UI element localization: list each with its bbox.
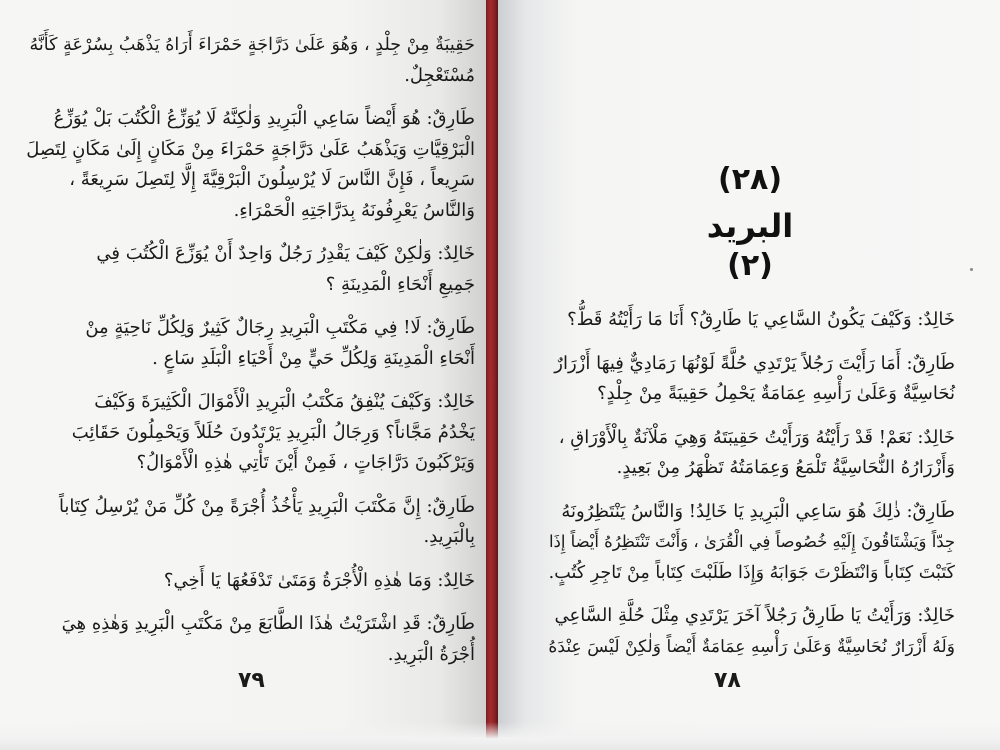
dialogue-paragraph	[540, 497, 955, 589]
text-line: خَالِدٌ: وَكَيْفَ يُنْفِقُ مَكْتَبُ الْبَرِيدِ الْأَمْوَالَ الْكَثِيرَةَ وَكَيْفَ	[94, 391, 475, 412]
text-line: جِدّاً وَيَشْتَاقُونَ إِلَيْهِ خُصُوصاً فِي الْقُرَىٰ ، وَأَنْتَ تَنْتَظِرُهُ أَيْضاً إِذَا	[548, 532, 955, 551]
text-line: وَأَزْرَارُهُ النُّحَاسِيَّةُ تَلْمَعُ وَعِمَامَتُهُ تَظْهَرُ مِنْ بَعِيدٍ.	[616, 457, 955, 478]
dialogue-paragraph	[540, 423, 955, 484]
text-line: حَقِيبَةٌ مِنْ جِلْدٍ ، وَهُوَ عَلَىٰ دَرَّاجَةٍ حَمْرَاءَ أَرَاهُ يَذْهَبُ بِسُرْعَةٍ كَأَنَّهُ	[29, 35, 475, 55]
text-line: طَارِقٌ: هُوَ أَيْضاً سَاعِي الْبَرِيدِ وَلٰكِنَّهُ لَا يُوَزِّعُ الْكُتُبَ بَلْ يُوَزِّعُ	[53, 108, 475, 129]
text-line: طَارِقٌ: ذٰلِكَ هُوَ سَاعِي الْبَرِيدِ يَا خَالِدُ! وَالنَّاسُ يَنْتَظِرُونَهُ	[561, 500, 955, 522]
text-line: أُجْرَةُ الْبَرِيدِ.	[387, 643, 475, 665]
text-line: طَارِقٌ: لَا! فِي مَكْتَبِ الْبَرِيدِ رِجَالٌ كَثِيرٌ وَلِكُلِّ نَاحِيَةٍ مِنْ	[85, 317, 475, 338]
text-line: نُحَاسِيَّةٌ وَعَلَىٰ رَأْسِهِ عِمَامَةٌ يَحْمِلُ حَقِيبَةً مِنْ جِلْدٍ؟	[597, 383, 955, 404]
text-line: كَتَبْتَ كِتَاباً وَانْتَظَرْتَ جَوَابَهُ وَإِذَا طَلَبْتَ كِتَاباً مِنْ تَاجِرِ كُتُبٍ.	[548, 562, 955, 583]
book-spine	[486, 0, 498, 750]
text-line: طَارِقٌ: إِنَّ مَكْتَبَ الْبَرِيدِ يَأْخُذُ أُجْرَةً مِنْ كُلِّ مَنْ يُرْسِلُ كِتَاباً	[58, 495, 475, 517]
text-line: وَلَهُ أَزْرَارٌ نُحَاسِيَّةٌ وَعَلَىٰ رَأْسِهِ عِمَامَةٌ أَيْضاً وَلٰكِنْ لَيْسَ عِنْدَهُ	[548, 636, 955, 657]
text-line: أَنْحَاءِ الْمَدِينَةِ وَلِكُلِّ حَيٍّ مِنْ أَحْيَاءِ الْبَلَدِ سَاعٍ .	[152, 347, 475, 369]
text-line: سَرِيعاً ، فَإِنَّ النَّاسَ لَا يُرْسِلُونَ الْبَرْقِيَّةَ إِلَّا لِتَصِلَ سَرِيعَةً ،	[69, 169, 475, 190]
dialogue-paragraph	[540, 349, 955, 410]
text-line: يَخْدُمُ مَجَّاناً؟ وَرِجَالُ الْبَرِيدِ يَرْتَدُونَ حُلَلاً وَيَحْمِلُونَ حَقَائِبَ	[71, 421, 475, 443]
dialogue-paragraph	[20, 30, 475, 91]
dialogue-paragraph	[20, 104, 475, 226]
dialogue-paragraph	[540, 601, 955, 662]
chapter-part: (٢)	[727, 248, 773, 283]
text-line: خَالِدٌ: وَرَأَيْتُ يَا طَارِقُ رَجُلاً آخَرَ يَرْتَدِي مِثْلَ حُلَّةِ السَّاعِي	[554, 605, 955, 626]
dialogue-paragraph	[20, 239, 475, 300]
text-line: مُسْتَعْجِلٌ.	[404, 64, 475, 86]
dialogue-paragraph	[540, 305, 955, 336]
text-line: طَارِقٌ: أَمَا رَأَيْتَ رَجُلاً يَرْتَدِي حُلَّةً لَوْنُهَا رَمَادِيٌّ فِيهَا أَزْرَارٌ	[554, 352, 955, 374]
page-number-left: ٧٩	[238, 668, 265, 693]
chapter-title: البريد	[706, 207, 794, 245]
text-line: خَالِدٌ: نَعَمْ! قَدْ رَأَيْتُهُ وَرَأَيْتُ حَقِيبَتَهُ وَهِيَ مَلْآنَةٌ بِالْأَوْرَاقِ ،	[558, 426, 955, 448]
text-line: الْبَرْقِيَّاتِ وَيَذْهَبُ عَلَىٰ دَرَّاجَةٍ حَمْرَاءَ مِنْ مَكَانٍ إِلَىٰ مَكَانٍ لِتَصِلَ	[26, 138, 475, 160]
dialogue-paragraph	[20, 313, 475, 374]
right-page-body	[540, 305, 955, 675]
text-line: بِالْبَرِيدِ.	[423, 526, 475, 547]
text-line: وَيَرْكَبُونَ دَرَّاجَاتٍ ، فَمِنْ أَيْنَ تَأْتِي هٰذِهِ الْأَمْوَالُ؟	[136, 452, 475, 473]
text-line: وَالنَّاسُ يَعْرِفُونَهُ بِدَرَّاجَتِهِ الْحَمْرَاءِ.	[233, 199, 475, 221]
text-line: طَارِقٌ: قَدِ اشْتَرَيْتُ هٰذَا الطَّابَعَ مِنْ مَكْتَبِ الْبَرِيدِ وَهٰذِهِ هِيَ	[61, 613, 475, 634]
text-line: جَمِيعِ أَنْحَاءِ الْمَدِينَةِ ؟	[325, 273, 475, 295]
chapter-number: (٢٨)	[717, 162, 783, 197]
text-line: خَالِدٌ: وَكَيْفَ يَكُونُ السَّاعِي يَا طَارِقُ؟ أَنَا مَا رَأَيْتُهُ قَطُّ؟	[567, 309, 955, 330]
page-bottom-shadow	[0, 722, 1000, 750]
dialogue-paragraph	[20, 566, 475, 597]
margin-dot	[970, 268, 973, 271]
text-line: خَالِدٌ: وَمَا هٰذِهِ الْأُجْرَةُ وَمَتَىٰ تَدْفَعُهَا يَا أَخِي؟	[163, 569, 475, 591]
text-line: خَالِدٌ: وَلٰكِنْ كَيْفَ يَقْدِرُ رَجُلٌ وَاحِدٌ أَنْ يُوَزِّعَ الْكُتُبَ فِي	[96, 243, 475, 264]
dialogue-paragraph	[20, 492, 475, 553]
page-number-right: ٧٨	[714, 668, 741, 693]
dialogue-paragraph	[20, 387, 475, 479]
left-page-body	[20, 30, 475, 683]
dialogue-paragraph	[20, 609, 475, 670]
